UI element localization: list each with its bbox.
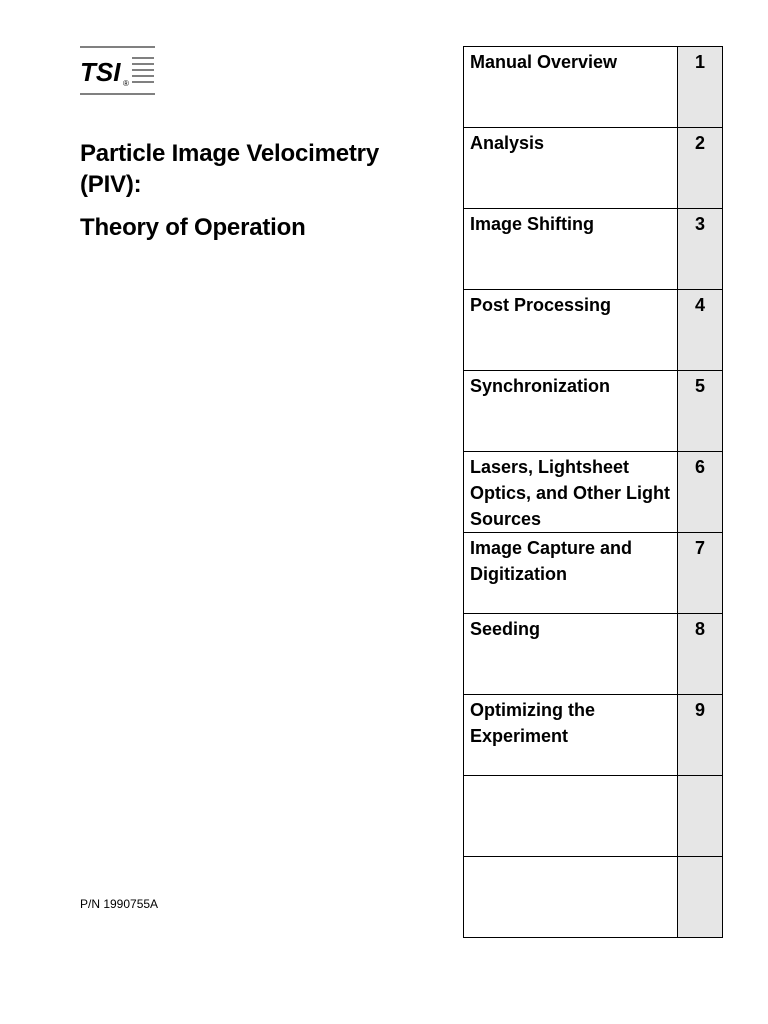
section-number: 8 bbox=[678, 614, 723, 695]
document-subtitle: Theory of Operation bbox=[80, 214, 306, 241]
section-label: Synchronization bbox=[464, 371, 678, 452]
section-number: 9 bbox=[678, 695, 723, 776]
section-label: Manual Overview bbox=[464, 47, 678, 128]
section-row-empty bbox=[464, 776, 723, 857]
section-row-empty bbox=[464, 857, 723, 938]
section-label: Image Shifting bbox=[464, 209, 678, 290]
registered-mark: ® bbox=[123, 79, 129, 88]
section-row bbox=[464, 452, 723, 533]
section-number bbox=[678, 776, 723, 857]
section-row bbox=[464, 47, 723, 128]
section-number: 5 bbox=[678, 371, 723, 452]
section-row bbox=[464, 695, 723, 776]
section-row bbox=[464, 128, 723, 209]
document-title bbox=[80, 138, 440, 200]
section-label bbox=[464, 857, 678, 938]
tsi-logo bbox=[80, 46, 156, 96]
section-number: 6 bbox=[678, 452, 723, 533]
section-label: Optimizing the Experiment bbox=[464, 695, 678, 776]
section-number: 7 bbox=[678, 533, 723, 614]
section-number: 1 bbox=[678, 47, 723, 128]
section-label: Post Processing bbox=[464, 290, 678, 371]
tsi-logo-text: TSI bbox=[80, 57, 121, 87]
part-number: P/N 1990755A bbox=[80, 897, 159, 911]
section-row bbox=[464, 209, 723, 290]
section-label: Seeding bbox=[464, 614, 678, 695]
title-line-1: Particle Image Velocimetry bbox=[80, 140, 379, 167]
section-number: 2 bbox=[678, 128, 723, 209]
section-label: Analysis bbox=[464, 128, 678, 209]
section-number: 4 bbox=[678, 290, 723, 371]
section-number: 3 bbox=[678, 209, 723, 290]
tsi-logo-graphic bbox=[80, 46, 156, 96]
section-row bbox=[464, 290, 723, 371]
section-tabs-table bbox=[463, 46, 723, 938]
section-label: Image Capture and Digitization bbox=[464, 533, 678, 614]
section-row bbox=[464, 533, 723, 614]
title-line-2: (PIV): bbox=[80, 171, 142, 198]
section-label: Lasers, Lightsheet Optics, and Other Light Sources bbox=[464, 452, 678, 533]
section-number bbox=[678, 857, 723, 938]
section-row bbox=[464, 371, 723, 452]
section-label bbox=[464, 776, 678, 857]
section-row bbox=[464, 614, 723, 695]
